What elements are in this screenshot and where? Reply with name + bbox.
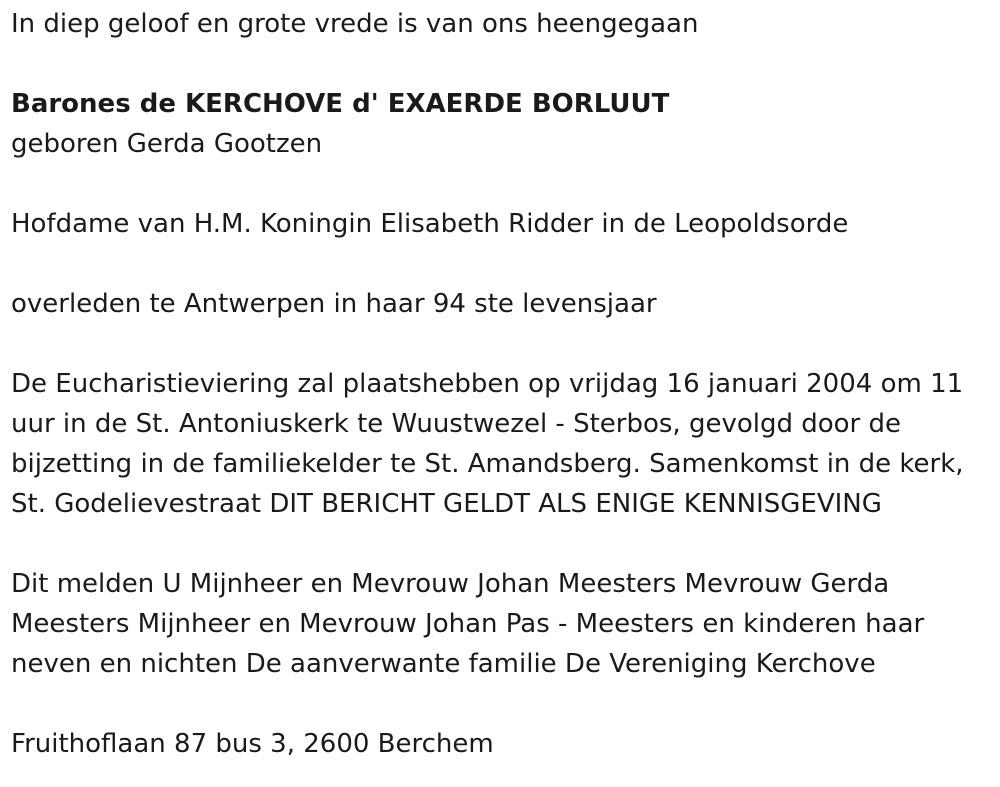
birth-name: geboren Gerda Gootzen [11, 129, 323, 159]
ceremony-paragraph [11, 364, 991, 524]
ceremony-line: uur in de St. Antoniuskerk te Wuustwezel - Sterbos, gevolgd door de [11, 409, 902, 439]
ceremony-line: bijzetting in de familiekelder te St. Amandsberg. Samenkomst in de kerk, [11, 449, 964, 479]
honorary-title: Hofdame van H.M. Koningin Elisabeth Ridder in de Leopoldsorde [11, 209, 849, 239]
spacer [11, 244, 991, 284]
family-line: neven en nichten De aanverwante familie De Vereniging Kerchove [11, 649, 876, 679]
spacer [11, 44, 991, 84]
deceased-name: Barones de KERCHOVE d' EXAERDE BORLUUT [11, 89, 670, 119]
spacer [11, 684, 991, 724]
family-line: Dit melden U Mijnheer en Mevrouw Johan Meesters Mevrouw Gerda [11, 569, 890, 599]
spacer [11, 164, 991, 204]
death-notice [11, 4, 991, 764]
spacer [11, 524, 991, 564]
ceremony-line: De Eucharistieviering zal plaatshebben op vrijdag 16 januari 2004 om 11 [11, 369, 964, 399]
ceremony-line: St. Godelievestraat DIT BERICHT GELDT ALS ENIGE KENNISGEVING [11, 489, 882, 519]
intro-text: In diep geloof en grote vrede is van ons heengegaan [11, 9, 699, 39]
address: Fruithoflaan 87 bus 3, 2600 Berchem [11, 729, 494, 759]
spacer [11, 324, 991, 364]
family-paragraph [11, 564, 991, 684]
death-details: overleden te Antwerpen in haar 94 ste levensjaar [11, 289, 657, 319]
family-line: Meesters Mijnheer en Mevrouw Johan Pas - Meesters en kinderen haar [11, 609, 925, 639]
